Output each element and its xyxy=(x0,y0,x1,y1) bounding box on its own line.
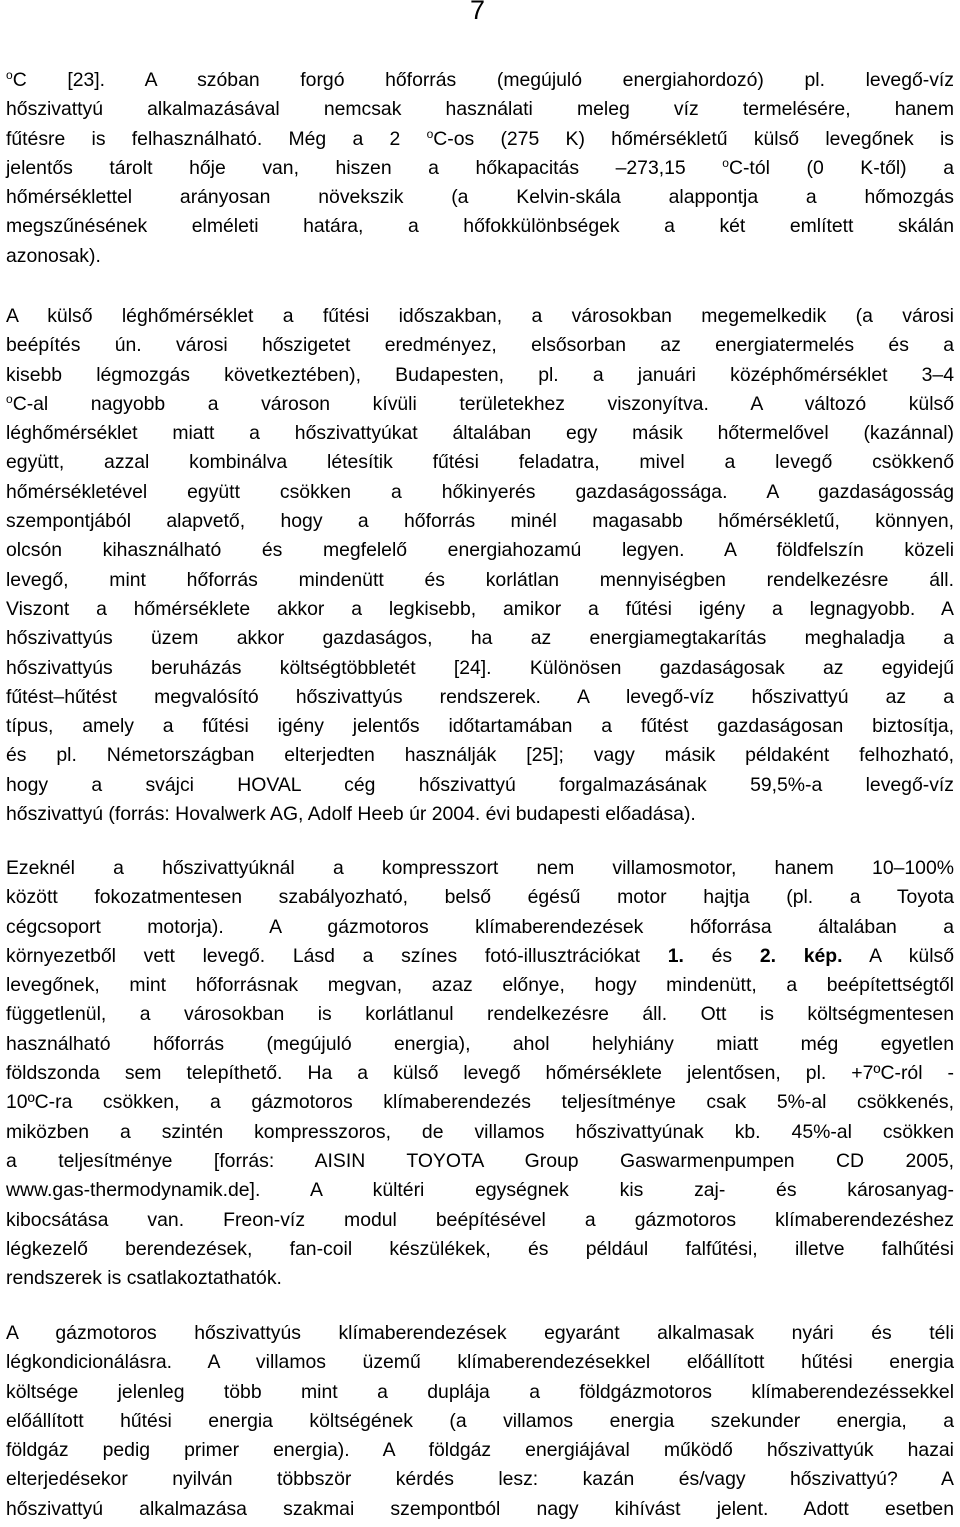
text-line: hőszivattyús üzem akkor gazdaságos, ha az energiamegtakarítás meghaladja a xyxy=(6,627,954,650)
text-line: léghőmérséklet miatt a hőszivattyúkat általában egy másik hőtermelővel (kazánnal) xyxy=(6,422,954,445)
text-line: együtt, azzal kombinálva létesítik fűtési feladatra, mivel a levegő csökkenő xyxy=(6,451,954,474)
text-line: 10ºC-ra csökken, a gázmotoros klímaberendezés teljesítménye csak 5%-al csökkenés, xyxy=(6,1091,954,1114)
text-line: előállított hűtési energia költségének (a villamos energia szekunder energia, a xyxy=(6,1409,954,1432)
paragraph-1 xyxy=(6,66,954,271)
text-line: rendszerek is csatlakoztathatók. xyxy=(6,1267,282,1290)
text-line: azonosak). xyxy=(6,244,101,267)
text-line: hogy a svájci HOVAL cég hőszivattyú forgalmazásának 59,5%-a levegő-víz xyxy=(6,773,954,796)
text-line: és pl. Németországban elterjedten használják [25]; vagy másik példaként felhozható, xyxy=(6,744,954,767)
text-line: cégcsoport motorja). A gázmotoros klímaberendezések hőforrása általában a xyxy=(6,915,954,938)
text-line: hőszivattyú alkalmazása szakmai szempontból nagy kihívást jelent. Adott esetben xyxy=(6,1497,954,1520)
text-line: Viszont a hőmérséklete akkor a legkisebb, amikor a fűtési igény a legnagyobb. A xyxy=(6,597,954,620)
page-number: 7 xyxy=(470,0,486,25)
degree-superscript: o xyxy=(6,391,13,406)
text-line: légkondicionálásra. A villamos üzemű klímaberendezésekkel előállított hűtési energia xyxy=(6,1351,954,1374)
text-line: megszűnésének elméleti határa, a hőfokkülönbségek a két említett skálán xyxy=(6,215,954,238)
text-line: hőszivattyús beruházás költségtöbbletét [24]. Különösen gazdaságosak az egyidejű xyxy=(6,656,954,679)
text-line: A külső léghőmérséklet a fűtési időszakban, a városokban megemelkedik (a városi xyxy=(6,305,954,327)
text-line: kibocsátása van. Freon-víz modul beépítésével a gázmotoros klímaberendezéshez xyxy=(6,1208,954,1231)
figure-ref-2: 2. kép. xyxy=(759,944,843,967)
text-line: légkezelő berendezések, fan-coil készülékek, és például falfűtési, illetve falhűtési xyxy=(6,1237,954,1260)
figure-ref-1: 1. xyxy=(667,944,684,967)
text-line: szempontjából alapvető, hogy a hőforrás minél magasabb hőmérsékletű, könnyen, xyxy=(6,510,954,533)
text-line: Ezeknél a hőszivattyúknál a kompresszort nem villamosmotor, hanem 10–100% xyxy=(6,857,954,879)
text-line: a teljesítménye [forrás: AISIN TOYOTA Group Gaswarmenpumpen CD 2005, xyxy=(6,1149,954,1172)
text-line: hőmérséklettel arányosan növekszik (a Kelvin-skála alappontja a hőmozgás xyxy=(6,186,954,209)
text-line: hőszivattyú alkalmazásával nemcsak használati meleg víz termelésére, hanem xyxy=(6,98,954,121)
paragraph-4 xyxy=(6,1319,954,1524)
text-line: miközben a szintén kompresszoros, de villamos hőszivattyúnak kb. 45%-al csökken xyxy=(6,1120,954,1143)
text-line: elterjedésekor nyilván többször kérdés lesz: kazán és/vagy hőszivattyú? A xyxy=(6,1468,954,1491)
degree-superscript: o xyxy=(722,155,729,170)
text-line: olcsón kihasználható és megfelelő energiahozamú legyen. A földfelszín közeli xyxy=(6,539,954,562)
degree-superscript: o xyxy=(426,126,434,141)
paragraph-3 xyxy=(6,854,954,1293)
text-line: hőmérsékletével együtt csökken a hőkinyerés gazdaságossága. A gazdaságosság xyxy=(6,480,954,503)
text-line: levegőnek, mint hőforrásnak megvan, azaz előnye, hogy mindenütt, a beépítettségtől xyxy=(6,974,954,997)
text-line: földgáz pedig primer energia). A földgáz energiájával működő hőszivattyúk hazai xyxy=(6,1439,954,1462)
text-line: között fokozatmentesen szabályozható, belső égésű motor hajtja (pl. a Toyota xyxy=(6,886,954,909)
text-line: költsége jelenleg több mint a duplája a földgázmotoros klímaberendezéssekkel xyxy=(6,1380,954,1403)
degree-superscript: o xyxy=(6,68,13,82)
text-line: $^o$C-al nagyobb a városon kívüli területekhez viszonyítva. A változó külső xyxy=(6,391,954,415)
text-line: jelentős tárolt hője van, hiszen a hőkapacitás –273,15 $^o$C-tól (0 K-től) a xyxy=(6,155,954,179)
text-line: hőszivattyú (forrás: Hovalwerk AG, Adolf Heeb úr 2004. évi budapesti előadása). xyxy=(6,803,696,826)
text-line: kisebb légmozgás következtében), Budapesten, pl. a januári középhőmérséklet 3–4 xyxy=(6,363,954,386)
text-line: $^o$C [23]. A szóban forgó hőforrás (megújuló energiahordozó) pl. levegő-víz xyxy=(6,68,954,91)
text-line: földszonda sem telepíthető. Ha a külső levegő hőmérséklete jelentősen, pl. +7ºC-ról - xyxy=(6,1062,954,1085)
text-line: függetlenül, a városokban is korlátlanul rendelkezésre áll. Ott is költségmentesen xyxy=(6,1003,954,1026)
text-line: típus, amely a fűtési igény jelentős időtartamában a fűtést gazdaságosan biztosítja, xyxy=(6,715,954,738)
text-line: fűtést–hűtést megvalósító hőszivattyús rendszerek. A levegő-víz hőszivattyú az a xyxy=(6,685,954,708)
text-line: A gázmotoros hőszivattyús klímaberendezések egyaránt alkalmasak nyári és téli xyxy=(6,1322,954,1344)
text-line: www.gas-thermodynamik.de]. A kültéri egységnek kis zaj- és károsanyag- xyxy=(6,1179,954,1202)
text-line: beépítés ún. városi hőszigetet eredményez, elsősorban az energiatermelés és a xyxy=(6,334,954,357)
text-line: környezetből vett levegő. Lásd a színes fotó-illusztrációkat 1. és 2. kép. A külső xyxy=(6,944,954,967)
paragraph-2 xyxy=(6,302,954,829)
text-line: használható hőforrás (megújuló energia), ahol helyhiány miatt még egyetlen xyxy=(6,1032,954,1055)
text-line: fűtésre is felhasználható. Még a 2 $^o$C-os (275 K) hőmérsékletű külső levegőnek is xyxy=(6,126,954,150)
text-line: levegő, mint hőforrás mindenütt és korlátlan mennyiségben rendelkezésre áll. xyxy=(6,568,954,591)
